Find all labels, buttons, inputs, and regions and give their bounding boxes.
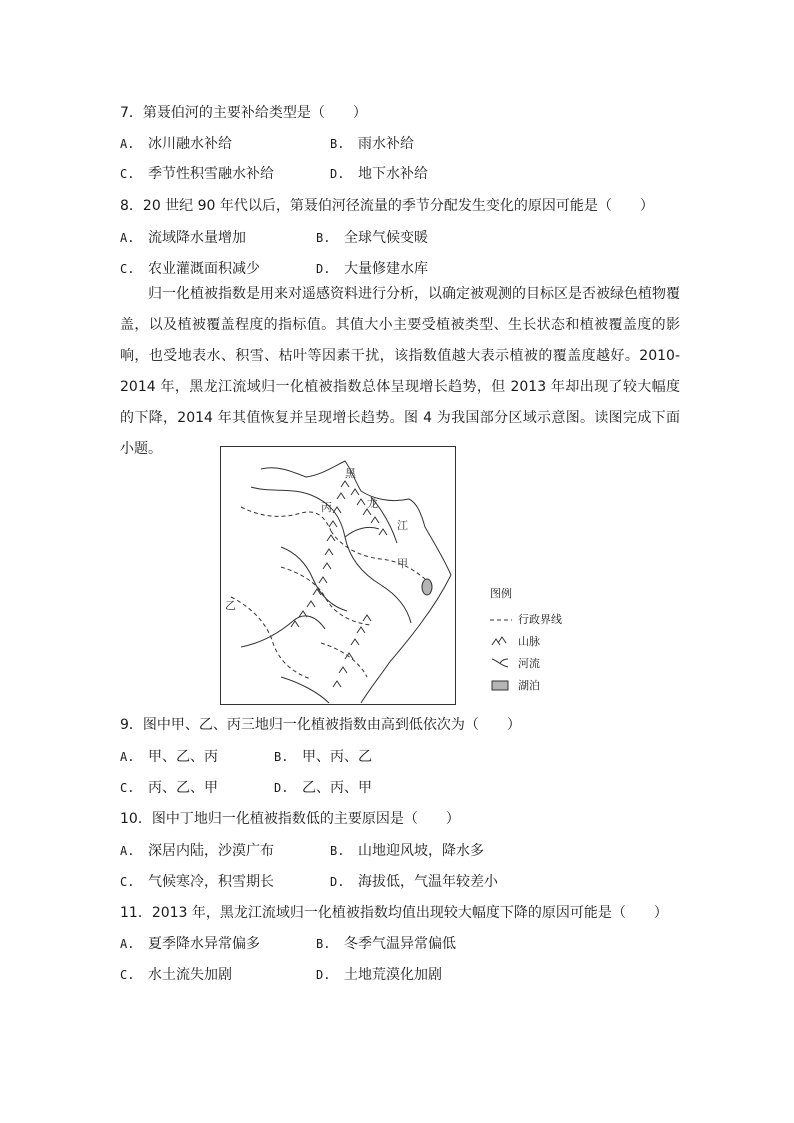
question-9-stem: 9．图中甲、乙、丙三地归一化植被指数由高到低依次为（ ） xyxy=(120,717,521,733)
question-11-option-d[interactable]: D. 土地荒漠化加剧 xyxy=(316,967,442,983)
question-11-option-a[interactable]: A. 夏季降水异常偏多 xyxy=(120,936,260,952)
question-8-stem: 8．20 世纪 90 年代以后，第聂伯河径流量的季节分配发生变化的原因可能是（ ） xyxy=(120,198,654,214)
question-7-option-a[interactable]: A. 冰川融水补给 xyxy=(120,136,232,152)
map-legend xyxy=(490,583,590,698)
legend-item-mountain: 山脉 xyxy=(490,633,540,650)
question-10-option-c[interactable]: C. 气候寒冷，积雪期长 xyxy=(120,874,274,890)
passage-text: 归一化植被指数是用来对遥感资料进行分析，以确定被观测的目标区是否被绿色植物覆盖，以及植被覆盖程度的指标值。其值大小主要受植被类型、生长状态和植被覆盖度的影响，也受地表水、积雪、枯叶等因素干扰，该指数值越大表示植被的覆盖度越好。2010-2014 年，黑龙江流域归一化植被指数总体呈现增长趋势，但 2013 年却出现了较大幅度的下降，2014 年其值恢复并呈现增长趋势。图 4 为我国部分区域示意图。读图完成下面小题。 xyxy=(120,286,680,457)
legend-item-boundary: 行政界线 xyxy=(490,611,562,627)
river-line xyxy=(241,616,325,647)
admin-boundary-line xyxy=(281,567,371,625)
legend-item-river: 河流 xyxy=(490,655,540,672)
admin-boundary-line xyxy=(241,507,331,531)
question-9-option-a[interactable]: A. 甲、乙、丙 xyxy=(120,749,218,765)
legend-title: 图例 xyxy=(490,587,512,600)
map-label-jiang: 江 xyxy=(397,519,408,532)
question-10-option-a[interactable]: A. 深居内陆，沙漠广布 xyxy=(120,843,274,859)
border-line xyxy=(261,461,451,575)
question-10-option-d[interactable]: D. 海拔低，气温年较差小 xyxy=(330,874,498,890)
lake-xingkai xyxy=(422,579,432,595)
question-11-option-b[interactable]: B. 冬季气温异常偏低 xyxy=(316,936,456,952)
boundary-line-icon xyxy=(490,614,512,627)
map-label-hei: 黑 xyxy=(345,467,356,480)
question-7-option-d[interactable]: D. 地下水补给 xyxy=(330,166,428,182)
question-11-stem: 11．2013 年，黑龙江流域归一化植被指数均值出现较大幅度下降的原因可能是（ ） xyxy=(120,905,668,921)
lake-icon xyxy=(490,679,512,694)
mountain-range xyxy=(291,481,349,627)
question-11-option-c[interactable]: C. 水土流失加剧 xyxy=(120,967,232,983)
question-8-option-a[interactable]: A. 流域降水量增加 xyxy=(120,230,246,246)
question-7-option-c[interactable]: C. 季节性积雪融水补给 xyxy=(120,166,274,182)
admin-boundary-line xyxy=(231,597,311,679)
map-label-long: 龙 xyxy=(367,497,378,510)
border-line xyxy=(361,575,451,703)
region-map xyxy=(220,446,456,705)
question-8-option-c[interactable]: C. 农业灌溉面积减少 xyxy=(120,261,260,277)
question-10-option-b[interactable]: B. 山地迎风坡，降水多 xyxy=(330,843,484,859)
map-label-bing: 丙 xyxy=(321,501,332,514)
mountain-icon xyxy=(490,635,512,650)
legend-item-lake: 湖泊 xyxy=(490,677,540,694)
map-drawing xyxy=(221,447,455,704)
river-line xyxy=(281,547,347,611)
question-10-stem: 10．图中丁地归一化植被指数低的主要原因是（ ） xyxy=(120,811,460,827)
question-7-option-b[interactable]: B. 雨水补给 xyxy=(330,136,414,152)
question-9-option-c[interactable]: C. 丙、乙、甲 xyxy=(120,780,218,796)
question-7-stem: 7．第聂伯河的主要补给类型是（ ） xyxy=(120,105,367,121)
admin-boundary-line xyxy=(321,643,367,677)
mountain-range xyxy=(333,615,371,687)
map-label-jia: 甲 xyxy=(397,557,408,570)
question-9-option-d[interactable]: D. 乙、丙、甲 xyxy=(274,780,372,796)
river-line xyxy=(345,527,379,537)
question-9-option-b[interactable]: B. 甲、丙、乙 xyxy=(274,749,372,765)
reading-passage xyxy=(120,279,680,465)
question-8-option-b[interactable]: B. 全球气候变暖 xyxy=(316,230,428,246)
map-label-yi: 乙 xyxy=(225,599,236,612)
question-8-option-d[interactable]: D. 大量修建水库 xyxy=(316,261,428,277)
river-line xyxy=(281,677,329,703)
river-icon xyxy=(490,657,512,672)
